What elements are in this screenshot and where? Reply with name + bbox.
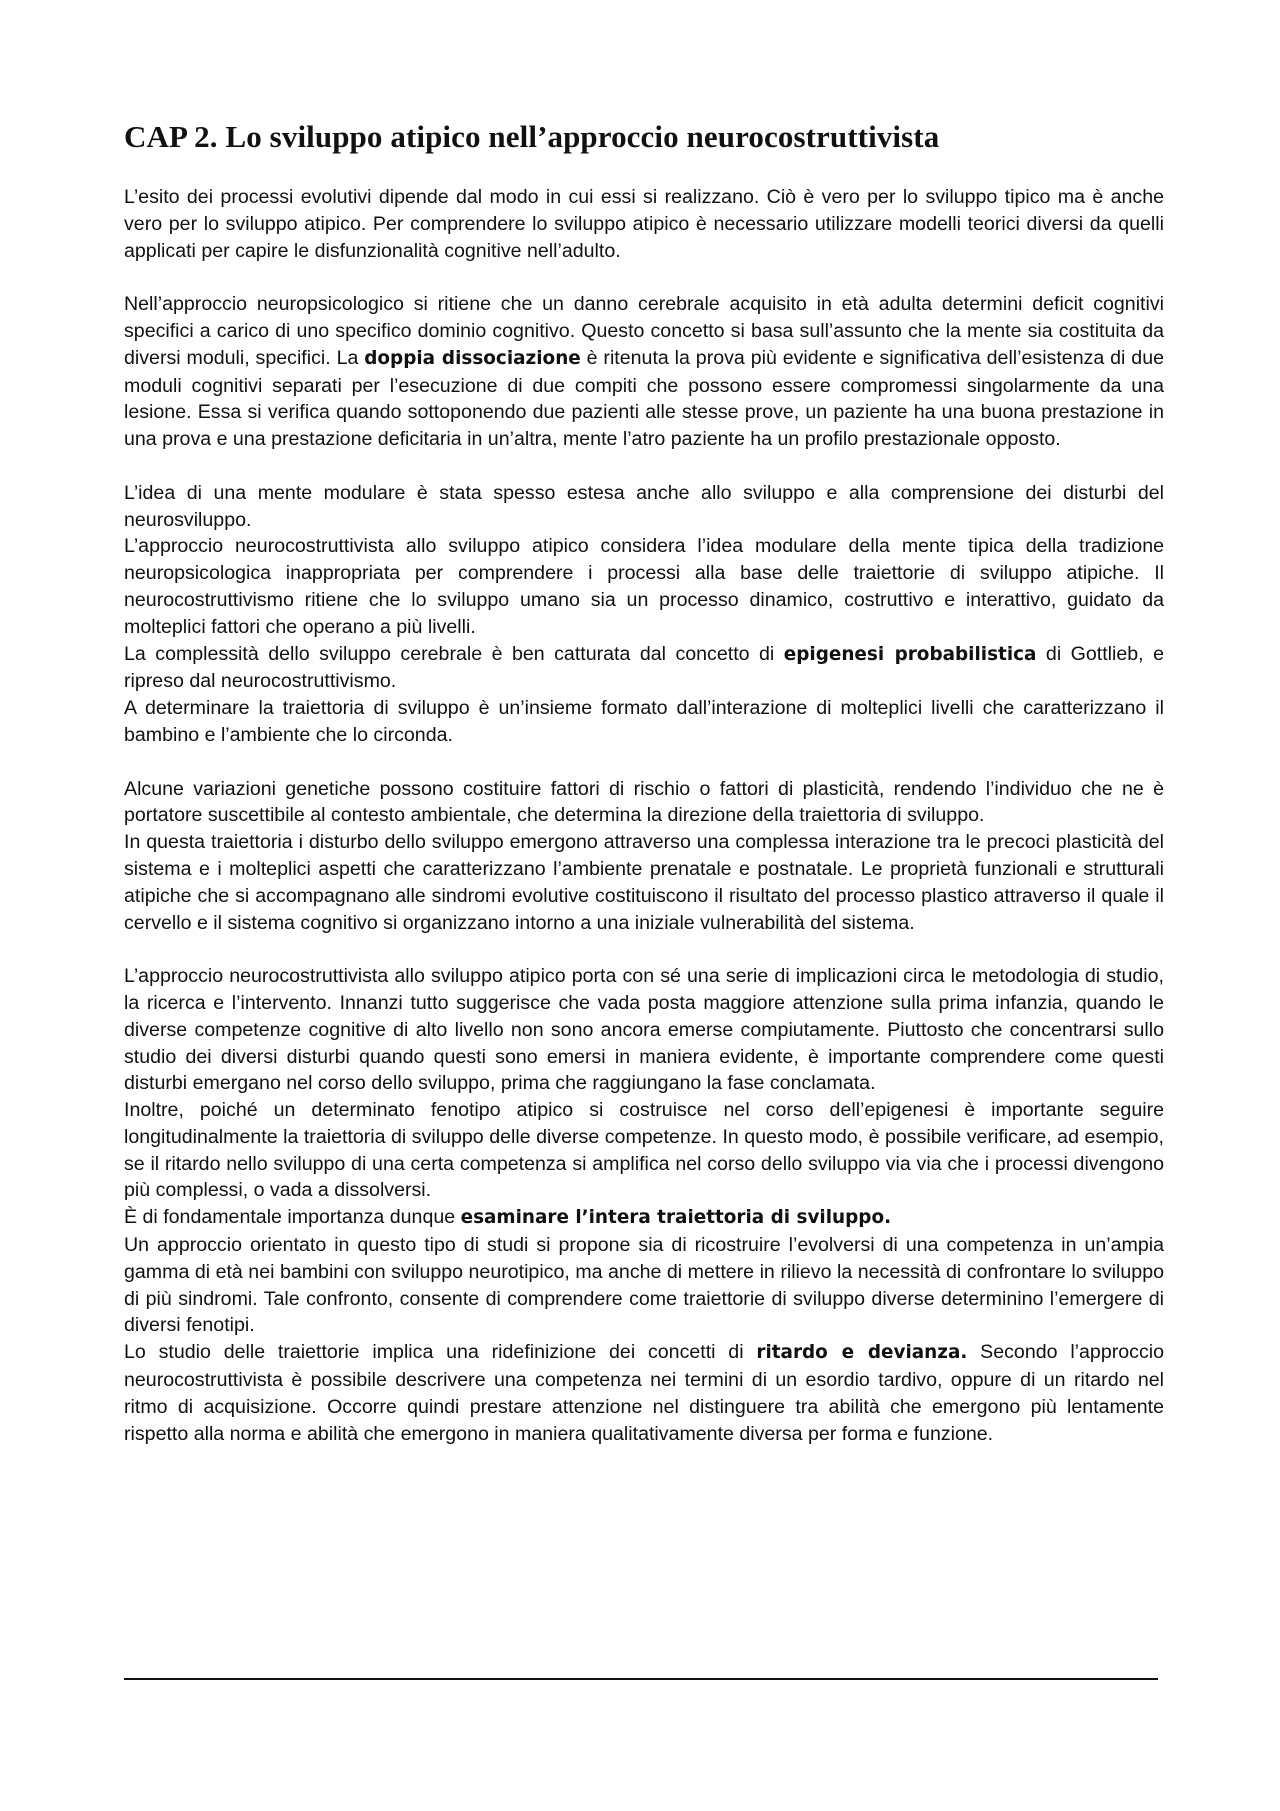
paragraph-text: Secondo l’approccio neurocostruttivista è possibile descrivere una competenza nei termini di un esordio tardivo, oppure di un ritardo nel ritmo di acquisizione. Occorre quindi prestare attenzione nel distinguere tra abilità che emergono più lentamente rispetto alla norma e abilità che emergono in maniera qualitativamente diversa per forma e funzione. [124,1341,1164,1445]
paragraph-text: di Gottlieb, e ripreso dal neurocostruttivismo. [124,642,1164,693]
paragraph: L’idea di una mente modulare è stata spesso estesa anche allo sviluppo e alla comprensione dei disturbi del neurosviluppo. [124,481,1164,531]
paragraph: Inoltre, poiché un determinato fenotipo atipico si costruisce nel corso dell’epigenesi è importante seguire longitudinalmente la traiettoria di sviluppo delle diverse competenze. In questo modo, è possibile verificare, ad esempio, se il ritardo nello sviluppo di una certa competenza si amplifica nel corso dello sviluppo via via che i processi divengono più complessi, o vada a dissolversi. [124,1099,1164,1202]
paragraph: Alcune variazioni genetiche possono costituire fattori di rischio o fattori di plasticità, rendendo l’individuo che ne è portatore suscettibile al contesto ambientale, che determina la direzione della traiettoria di sviluppo. [124,777,1164,827]
paragraph: L’approccio neurocostruttivista allo sviluppo atipico porta con sé una serie di implicazioni circa le metodologia di studio, la ricerca e l’intervento. Innanzi tutto suggerisce che vada posta maggiore attenzione sulla prima infanzia, quando le diverse competenze cognitive di alto livello non sono ancora emerse compiutamente. Piuttosto che concentrarsi sullo studio dei diversi disturbi quando questi sono emersi in maniera evidente, è importante comprendere come questi disturbi emergano nel corso dello sviluppo, prima che raggiungano la fase conclamata. [124,965,1164,1095]
chapter-title: CAP 2. Lo sviluppo atipico nell’approccio neurocostruttivista [124,119,940,154]
bold-term: esaminare l’intera traiettoria di sviluppo. [460,1207,892,1229]
bold-term: ritardo e devianza. [756,1342,968,1364]
paragraph: L’approccio neurocostruttivista allo sviluppo atipico considera l’idea modulare della mente tipica della tradizione neuropsicologica inappropriata per comprendere i processi alla base delle traiettorie di sviluppo atipiche. Il neurocostruttivismo ritiene che lo sviluppo umano sia un processo dinamico, costruttivo e interattivo, guidato da molteplici fattori che operano a più livelli. [124,535,1164,638]
paragraph: In questa traiettoria i disturbo dello sviluppo emergono attraverso una complessa interazione tra le precoci plasticità del sistema e i molteplici aspetti che caratterizzano l’ambiente prenatale e postnatale. Le proprietà funzionali e strutturali atipiche che si accompagnano alle sindromi evolutive costituiscono il risultato del processo plastico attraverso il quale il cervello e il sistema cognitivo si organizzano intorno a una iniziale vulnerabilità del sistema. [124,831,1164,934]
paragraph-text: Nell’approccio neuropsicologico si ritiene che un danno cerebrale acquisito in età adulta determini deficit cognitivi specifici a carico di uno specifico dominio cognitivo. Questo concetto si basa sull’assunto che la mente sia costituita da diversi moduli, specifici. La [124,293,1164,369]
paragraph: A determinare la traiettoria di sviluppo è un’insieme formato dall’interazione di molteplici livelli che caratterizzano il bambino e l’ambiente che lo circonda. [124,697,1164,746]
paragraph: Un approccio orientato in questo tipo di studi si propone sia di ricostruire l’evolversi di una competenza in un’ampia gamma di età nei bambini con sviluppo neurotipico, ma anche di mettere in rilievo la necessità di confrontare lo sviluppo di più sindromi. Tale confronto, consente di comprendere come traiettorie di sviluppo diverse determinino l’emergere di diversi fenotipi. [124,1234,1164,1337]
paragraph [124,641,1164,696]
paragraph-text: È di fondamentale importanza dunque [124,1206,461,1229]
paragraph-text: La complessità dello sviluppo cerebrale è ben catturata dal concetto di [124,642,784,665]
bold-term: epigenesi probabilistica [783,643,1037,665]
bold-term: doppia dissociazione [364,347,581,369]
paragraph [124,1339,1164,1447]
paragraph [124,1204,1164,1232]
paragraph-text: è ritenuta la prova più evidente e significativa dell’esistenza di due moduli cognitivi separati per l’esecuzione di due compiti che possono essere compromessi singolarmente da una lesione. Essa si verifica quando sottoponendo due pazienti alle stesse prove, un paziente ha una buona prestazione in una prova e una prestazione deficitaria in un’altra, mente l’atro paziente ha un profilo prestazionale opposto. [124,346,1164,451]
document-page [124,118,1164,1447]
paragraph: L’esito dei processi evolutivi dipende dal modo in cui essi si realizzano. Ciò è vero per lo sviluppo tipico ma è anche vero per lo sviluppo atipico. Per comprendere lo sviluppo atipico è necessario utilizzare modelli teorici diversi da quelli applicati per capire le disfunzionalità cognitive nell’adulto. [124,186,1164,262]
paragraph [124,291,1164,453]
document-body [124,184,1164,1447]
paragraph-text: Lo studio delle traiettorie implica una ridefinizione dei concetti di [124,1341,757,1364]
footnote-divider [124,1678,1158,1680]
